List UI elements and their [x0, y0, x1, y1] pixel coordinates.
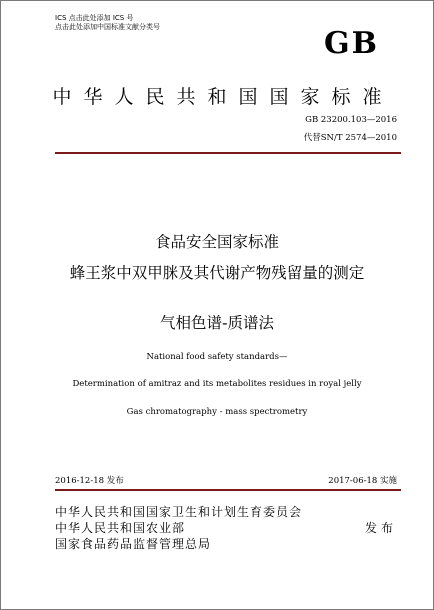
issue-date: 2016-12-18 发布	[55, 476, 124, 486]
issuer-org-health-commission: 中华人民共和国国家卫生和计划生育委员会	[55, 505, 303, 519]
ics-block	[55, 14, 160, 32]
issued-label: 发布	[364, 521, 397, 535]
bottom-divider	[55, 489, 401, 491]
title-cn-line3: 气相色谱-质谱法	[159, 314, 275, 332]
title-cn-line2: 蜂王浆中双甲脒及其代谢产物残留量的测定	[69, 264, 365, 282]
classification-line[interactable]: 点击此处添加中国标准文献分类号	[55, 23, 160, 31]
issuer-org-food-drug-administration: 国家食品药品监督管理总局	[55, 537, 212, 551]
issuer-org-agriculture-ministry: 中华人民共和国农业部	[55, 521, 186, 535]
national-standard-title: 中华人民共和国国家标准	[52, 86, 394, 108]
top-divider	[55, 152, 401, 154]
title-en-line3: Gas chromatography - mass spectrometry	[126, 407, 308, 417]
gb-logo: GB	[324, 26, 379, 61]
standard-number: GB 23200.103—2016	[305, 115, 397, 125]
ics-number-line[interactable]: ICS 点击此处添加 ICS 号	[55, 14, 134, 22]
title-en-line2: Determination of amitraz and its metabolites residues in royal jelly	[72, 379, 362, 389]
title-en-line1: National food safety standards—	[146, 352, 288, 362]
title-cn-line1: 食品安全国家标准	[154, 233, 279, 251]
replaces-standard: 代替SN/T 2574—2010	[303, 133, 397, 143]
implementation-date: 2017-06-18 实施	[328, 476, 397, 486]
